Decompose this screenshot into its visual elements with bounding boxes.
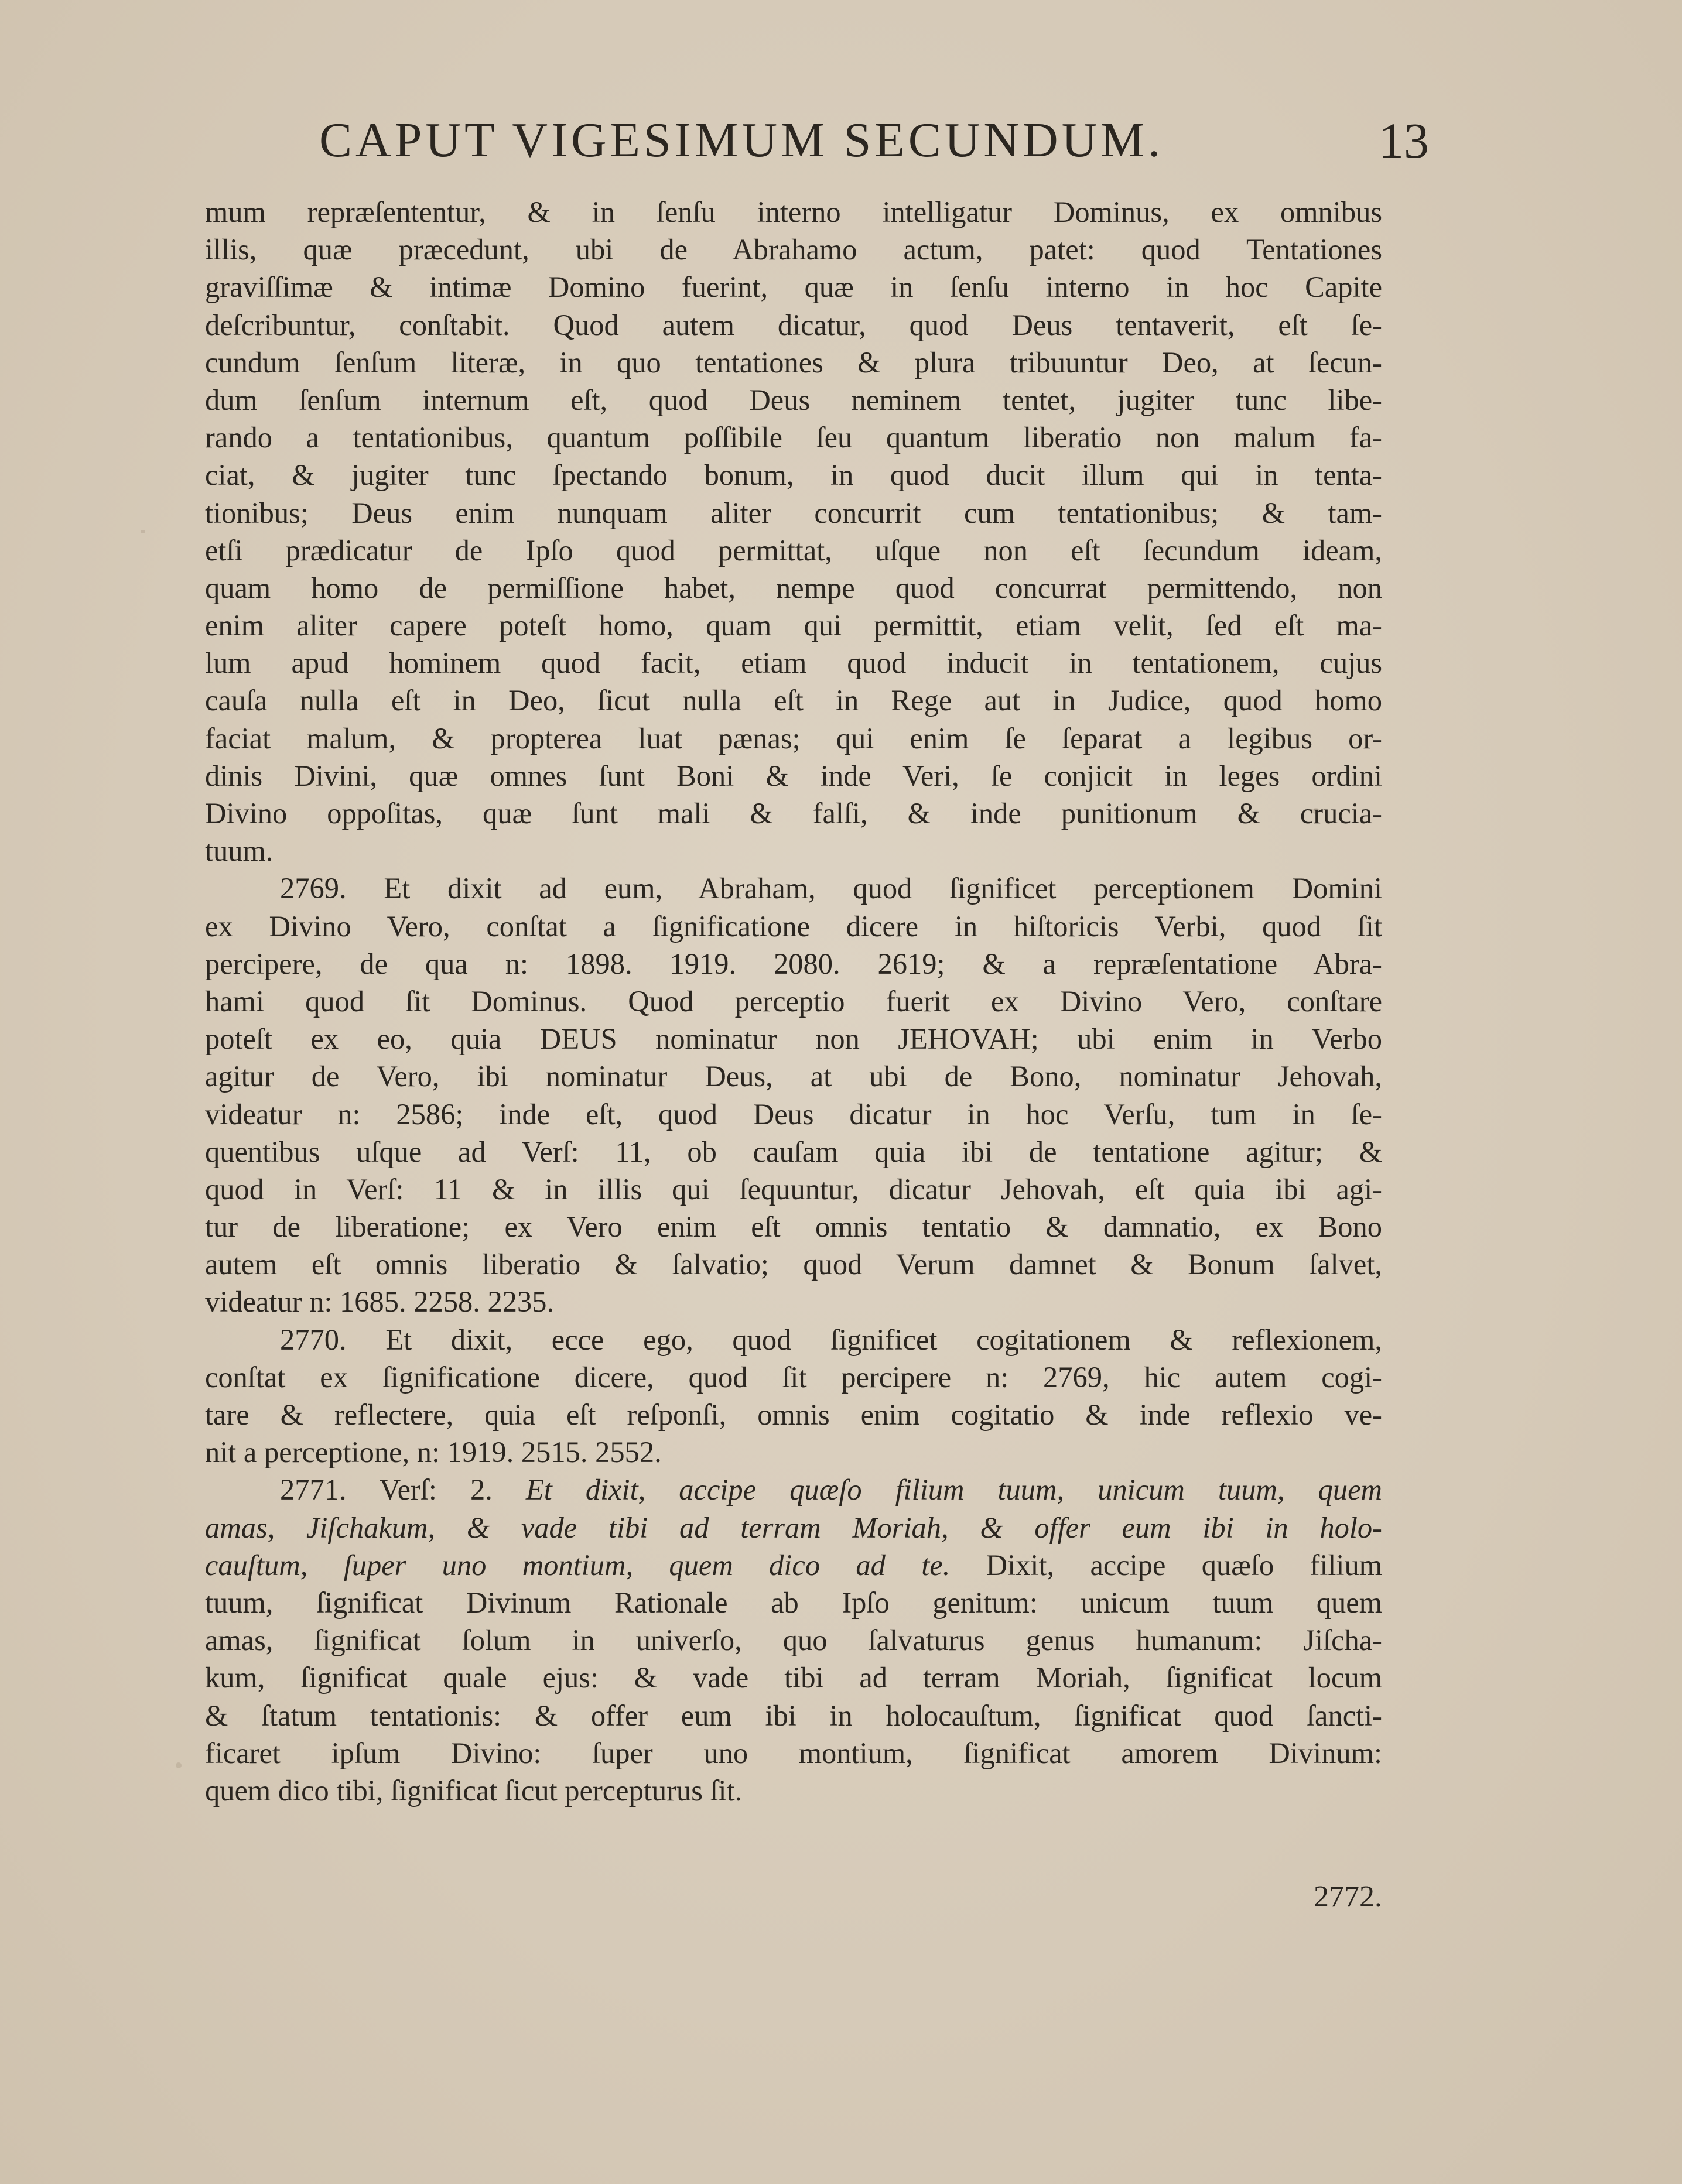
text-line: tuum. — [205, 834, 274, 868]
scripture-quote: cauſtum, ſuper uno montium, quem dico ad te. — [205, 1548, 951, 1581]
text-line: agitur de Vero, ibi nominatur Deus, at ubi de Bono, nominatur Jehovah, — [205, 1060, 1382, 1093]
text-line: quentibus uſque ad Verſ: 11, ob cauſam quia ibi de tentatione agitur; & — [205, 1135, 1382, 1168]
text-line: faciat malum, & propterea luat pænas; qui enim ſe ſeparat a legibus or- — [205, 721, 1382, 755]
text-line: kum, ſignificat quale ejus: & vade tibi ad terram Moriah, ſignificat locum — [205, 1661, 1382, 1695]
text-line: enim aliter capere poteſt homo, quam qui permittit, etiam velit, ſed eſt ma- — [205, 609, 1382, 642]
page-number: 13 — [1379, 112, 1429, 169]
text-line: ficaret ipſum Divino: ſuper uno montium, ſignificat amorem Divinum: — [205, 1736, 1382, 1769]
body-text — [205, 193, 1382, 1809]
text-line: cundum ſenſum literæ, in quo tentationes & plura tribuuntur Deo, at ſecun- — [205, 345, 1382, 379]
text-line: videatur n: 2586; inde eſt, quod Deus dicatur in hoc Verſu, tum in ſe- — [205, 1097, 1382, 1131]
paragraph-2771-start — [205, 1471, 1382, 1508]
text-line: & ſtatum tentationis: & offer eum ibi in holocauſtum, ſignificat quod ſancti- — [205, 1699, 1382, 1732]
text-line: tare & reflectere, quia eſt reſponſi, omnis enim cogitatio & inde reflexio ve- — [205, 1398, 1382, 1431]
text-line — [205, 1546, 1382, 1584]
text-line: graviſſimæ & intimæ Domino fuerint, quæ in ſenſu interno in hoc Capite — [205, 271, 1382, 304]
text-line: percipere, de qua n: 1898. 1919. 2080. 2619; & a repræſentatione Abra- — [205, 947, 1382, 980]
text-line: quem dico tibi, ſignificat ſicut percepturus ſit. — [205, 1774, 743, 1807]
paper-blemish — [141, 530, 145, 533]
text-line: tur de liberatione; ex Vero enim eſt omnis tentatio & damnatio, ex Bono — [205, 1210, 1382, 1244]
text-line: deſcribuntur, conſtabit. Quod autem dicatur, quod Deus tentaverit, eſt ſe- — [205, 308, 1382, 341]
text-line: lum apud hominem quod facit, etiam quod inducit in tentationem, cujus — [205, 646, 1382, 680]
text-line: hami quod ſit Dominus. Quod perceptio fuerit ex Divino Vero, conſtare — [205, 984, 1382, 1018]
scripture-quote: Et dixit, accipe quæſo filium tuum, unicum tuum, quem — [525, 1473, 1382, 1507]
text-line: cauſa nulla eſt in Deo, ſicut nulla eſt in Rege aut in Judice, quod homo — [205, 684, 1382, 717]
text-line: quam homo de permiſſione habet, nempe quod concurrat permittendo, non — [205, 571, 1382, 604]
text-line: poteſt ex eo, quia DEUS nominatur non JEHOVAH; ubi enim in Verbo — [205, 1022, 1382, 1056]
running-head: CAPUT VIGESIMUM SECUNDUM. — [319, 113, 1164, 167]
scripture-quote-line: amas, Jiſchakum, & vade tibi ad terram Moriah, & offer eum ibi in holo- — [205, 1511, 1382, 1544]
catchword: 2772. — [1314, 1880, 1382, 1913]
text-line: amas, ſignificat ſolum in univerſo, quo ſalvaturus genus humanum: Jiſcha- — [205, 1624, 1382, 1657]
text-line: ciat, & jugiter tunc ſpectando bonum, in quod ducit illum qui in tenta- — [205, 458, 1382, 492]
text-line: dinis Divini, quæ omnes ſunt Boni & inde Veri, ſe conjicit in leges ordini — [205, 759, 1382, 792]
text-line: tuum, ſignificat Divinum Rationale ab Ipſo genitum: unicum tuum quem — [205, 1586, 1382, 1619]
page-header — [319, 108, 1429, 173]
text-line: rando a tentationibus, quantum poſſibile ſeu quantum liberatio non malum fa- — [205, 421, 1382, 454]
paper-blemish — [176, 1762, 182, 1768]
verse-number: 2771. Verſ: 2. — [280, 1473, 526, 1507]
text-line: illis, quæ præcedunt, ubi de Abrahamo actum, patet: quod Tentationes — [205, 233, 1382, 266]
text-line: etſi prædicatur de Ipſo quod permittat, uſque non eſt ſecundum ideam, — [205, 533, 1382, 567]
text-line: mum repræſententur, & in ſenſu interno intelligatur Dominus, ex omnibus — [205, 196, 1382, 228]
text-line: nit a perceptione, n: 1919. 2515. 2552. — [205, 1436, 662, 1469]
text-line: dum ſenſum internum eſt, quod Deus neminem tentet, jugiter tunc libe- — [205, 383, 1382, 416]
text-line: Divino oppoſitas, quæ ſunt mali & falſi, & inde punitionum & crucia- — [205, 797, 1382, 830]
text-line: quod in Verſ: 11 & in illis qui ſequuntur, dicatur Jehovah, eſt quia ibi agi- — [205, 1172, 1382, 1206]
exposition-text: Dixit, accipe quæſo filium — [950, 1548, 1382, 1581]
paragraph-2769-start: 2769. Et dixit ad eum, Abraham, quod ſignificet perceptionem Domini — [280, 872, 1382, 905]
text-line: autem eſt omnis liberatio & ſalvatio; quod Verum damnet & Bonum ſalvet, — [205, 1248, 1382, 1281]
paragraph-2770-start: 2770. Et dixit, ecce ego, quod ſignificet cogitationem & reflexionem, — [280, 1323, 1382, 1356]
text-line: ex Divino Vero, conſtat a ſignificatione dicere in hiſtoricis Verbi, quod ſit — [205, 909, 1382, 943]
text-line: tionibus; Deus enim nunquam aliter concurrit cum tentationibus; & tam- — [205, 496, 1382, 529]
text-line: videatur n: 1685. 2258. 2235. — [205, 1285, 555, 1319]
text-line: conſtat ex ſignificatione dicere, quod ſit percipere n: 2769, hic autem cogi- — [205, 1360, 1382, 1394]
